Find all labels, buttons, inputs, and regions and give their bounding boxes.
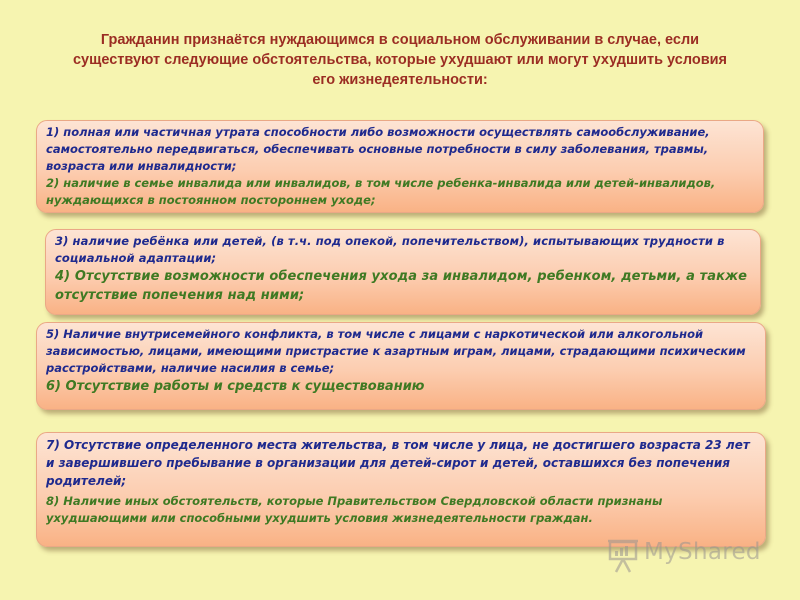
criterion-3: 3) наличие ребёнка или детей, (в т.ч. под опекой, попечительством), испытывающих трудности в социальной адаптации; <box>55 234 725 265</box>
criterion-6: 6) Отсутствие работы и средств к существованию <box>46 379 425 394</box>
criterion-4: 4) Отсутствие возможности обеспечения ухода за инвалидом, ребенком, детьми, а также отсутствие попечения над ними; <box>55 269 748 303</box>
criteria-box-1 <box>36 120 764 213</box>
criteria-box-2 <box>45 229 761 315</box>
criterion-1: 1) полная или частичная утрата способности либо возможности осуществлять самообслуживание, самостоятельно передвигаться, обеспечивать основные потребности в силу заболевания, травмы, возраста или инвалидности; <box>46 125 710 173</box>
criteria-box-4 <box>36 432 766 547</box>
presentation-board-icon <box>608 538 640 574</box>
criteria-box-3 <box>36 322 766 410</box>
criterion-8: 8) Наличие иных обстоятельств, которые Правительством Свердловской области признаны ухудшающими или способными ухудшить условия жизнедеятельности граждан. <box>46 494 663 525</box>
page-title: Гражданин признаётся нуждающимся в социальном обслуживании в случае, если существуют следующие обстоятельства, которые ухудшают или могут ухудшить условия его жизнедеятельности: <box>72 32 727 88</box>
criterion-5: 5) Наличие внутрисемейного конфликта, в том числе с лицами с наркотической или алкогольной зависимостью, лицами, имеющими пристрастие к азартным играм, лицами, страдающими психическим расстройствами, наличие насилия в семье; <box>46 327 746 375</box>
criterion-2: 2) наличие в семье инвалида или инвалидов, в том числе ребенка-инвалида или детей-инвалидов, нуждающихся в постоянном постороннем уходе; <box>46 176 716 207</box>
watermark <box>608 538 778 574</box>
criterion-7: 7) Отсутствие определенного места жительства, в том числе у лица, не достигшего возраста 23 лет и завершившего пребывание в организации для детей-сирот и детей, оставшихся без попечения родителей; <box>46 438 750 488</box>
watermark-text: MyShared <box>644 539 761 565</box>
